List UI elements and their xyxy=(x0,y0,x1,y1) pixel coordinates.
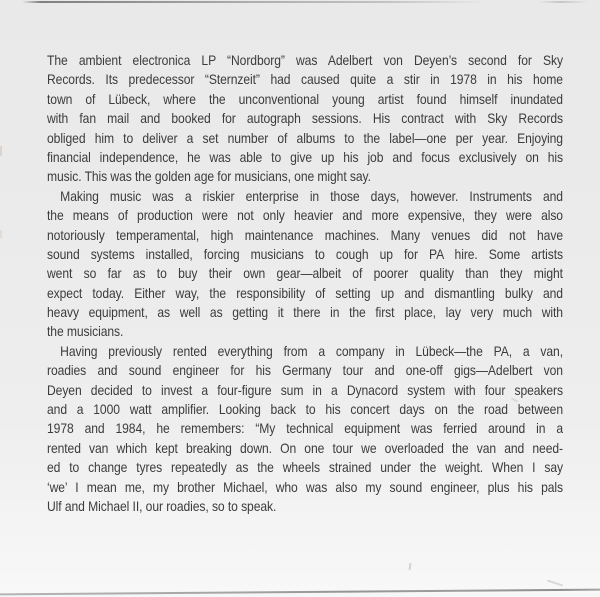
scan-edge-top-right xyxy=(538,1,588,3)
text-line: and a 1000 watt amplifier. Looking back to his concert days on the road between xyxy=(47,402,563,418)
text-line: Ulf and Michael II, our roadies, so to speak. xyxy=(47,498,277,514)
text-line: 1978 and 1984, he remembers: “My technical equipment was ferried around in a xyxy=(47,421,563,437)
scan-artifact xyxy=(0,146,2,156)
text-line: Records. Its predecessor “Sternzeit” had caused quite a stir in 1978 in his home xyxy=(47,72,563,88)
liner-notes-text xyxy=(47,51,563,516)
scan-artifact xyxy=(0,230,2,238)
text-line: Making music was a riskier enterprise in those days, however. Instruments and xyxy=(60,188,563,204)
text-line: music. This was the golden age for musicians, one might say. xyxy=(47,169,371,185)
text-line: obliged him to deliver a set number of albums to the label—one per year. Enjoying xyxy=(47,130,563,146)
text-line: rented van which kept breaking down. On one tour we overloaded the van and need- xyxy=(47,440,563,456)
paragraph xyxy=(47,187,563,342)
text-line: ed to change tyres repeatedly as the wheels strained under the weight. When I say xyxy=(47,460,563,476)
text-line: notoriously temperamental, high maintenance machines. Many venues did not have xyxy=(47,227,563,243)
scan-artifact xyxy=(547,580,563,587)
text-line: Having previously rented everything from a company in Lübeck—the PA, a van, xyxy=(60,343,563,359)
text-line: ‘we’ I mean me, my brother Michael, who was also my sound engineer, plus his pals xyxy=(47,479,563,495)
scan-artifact xyxy=(409,563,412,570)
text-line: the means of production were not only heavier and more expensive, they were also xyxy=(47,208,563,224)
text-line: the musicians. xyxy=(47,324,124,340)
text-line: heavy equipment, as well as getting it there in the first place, lay very much with xyxy=(47,305,563,321)
text-line: sound systems installed, forcing musicians to cough up for PA hire. Some artists xyxy=(47,246,563,262)
paragraph xyxy=(47,51,563,187)
text-line: The ambient electronica LP “Nordborg” was Adelbert von Deyen’s second for Sky xyxy=(47,53,563,68)
text-line: town of Lübeck, where the unconventional young artist found himself inundated xyxy=(47,91,563,107)
text-line: with fan mail and booked for autograph sessions. His contract with Sky Records xyxy=(47,111,563,127)
text-line: financial independence, he was able to give up his job and focus exclusively on his xyxy=(47,149,563,165)
text-line: Deyen decided to invest a four-figure sum in a Dynacord system with four speakers xyxy=(47,382,563,398)
paragraph xyxy=(47,342,563,517)
text-line: expect today. Either way, the responsibility of setting up and dismantling bulky and xyxy=(47,285,563,301)
scan-edge-top xyxy=(22,1,486,3)
text-line: went so far as to buy their own gear—albeit of poorer quality than they might xyxy=(47,266,563,282)
text-line: roadies and sound engineer for his Germany tour and one-off gigs—Adelbert von xyxy=(47,363,563,379)
